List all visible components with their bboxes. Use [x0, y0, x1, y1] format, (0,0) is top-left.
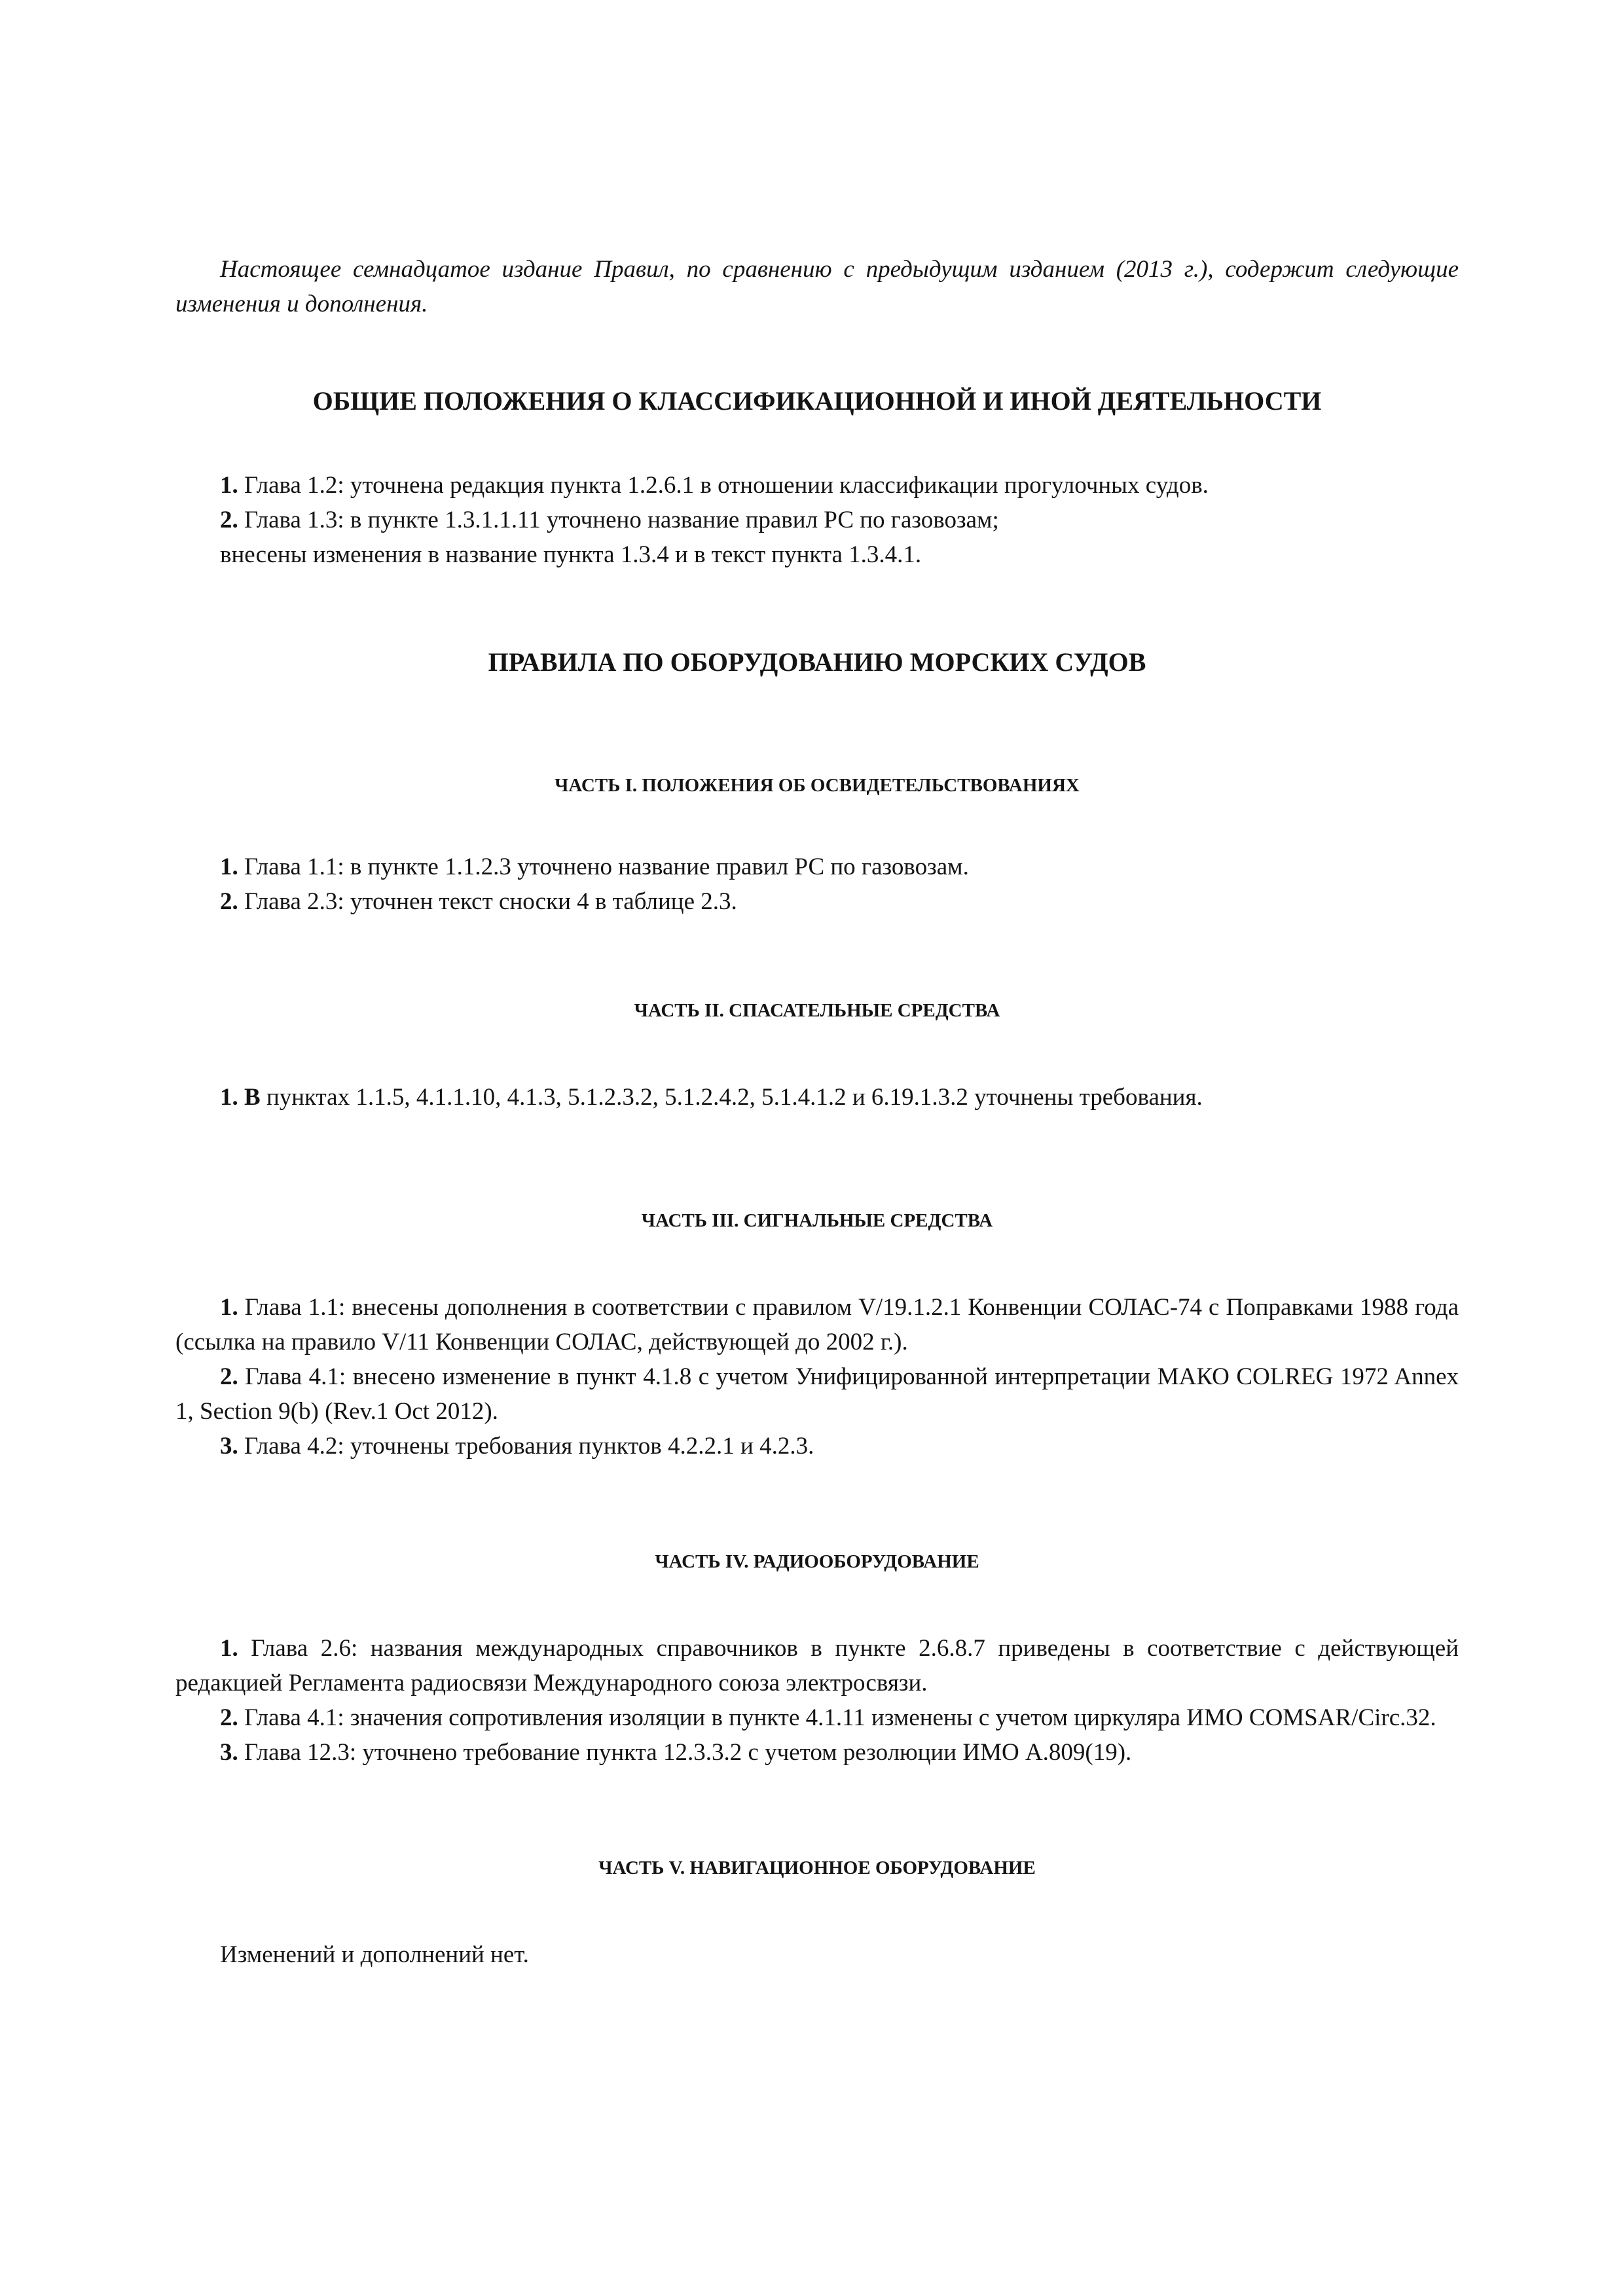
- part-title-life-saving: ЧАСТЬ II. СПАСАТЕЛЬНЫЕ СРЕДСТВА: [634, 1000, 1000, 1021]
- part-title-signal-means: ЧАСТЬ III. СИГНАЛЬНЫЕ СРЕДСТВА: [641, 1210, 993, 1231]
- list-item: 2. Глава 1.3: в пункте 1.3.1.1.11 уточнено название правил РС по газовозам;: [220, 507, 999, 533]
- list-item: 1. Глава 2.6: названия международных справочников в пункте 2.6.8.7 приведены в соответствие с действующей редакцией Регламента радиосвязи Международного союза электросвязи.: [175, 1635, 1459, 1696]
- part-title-surveys: ЧАСТЬ I. ПОЛОЖЕНИЯ ОБ ОСВИДЕТЕЛЬСТВОВАНИЯХ: [555, 775, 1080, 796]
- list-item: 2. Глава 4.1: внесено изменение в пункт 4.1.8 с учетом Унифицированной интерпретации МАКО COLREG 1972 Annex 1, Section 9(b) (Rev.1 Oct 2012).: [175, 1363, 1459, 1425]
- list-item: 2. Глава 4.1: значения сопротивления изоляции в пункте 4.1.11 изменены с учетом циркуляра ИМО COMSAR/Circ.32.: [220, 1704, 1436, 1731]
- intro-paragraph: Настоящее семнадцатое издание Правил, по сравнению с предыдущим изданием (2013 г.), содержит следующие изменения и дополнения.: [175, 256, 1459, 317]
- part-signal-means-items: [175, 1290, 1459, 1463]
- part-title-radio-equipment: ЧАСТЬ IV. РАДИООБОРУДОВАНИЕ: [655, 1551, 979, 1572]
- list-item: 1. Глава 1.2: уточнена редакция пункта 1.2.6.1 в отношении классификации прогулочных судов.: [220, 472, 1209, 499]
- no-changes-note: Изменений и дополнений нет.: [220, 1941, 529, 1968]
- list-item: 3. Глава 12.3: уточнено требование пункта 12.3.3.2 с учетом резолюции ИМО А.809(19).: [220, 1739, 1132, 1766]
- part-surveys-items: [175, 850, 1459, 919]
- list-item: 1. Глава 1.1: в пункте 1.1.2.3 уточнено название правил РС по газовозам.: [220, 853, 969, 880]
- list-item: 1. Глава 1.1: внесены дополнения в соответствии с правилом V/19.1.2.1 Конвенции СОЛАС-74 с Поправками 1988 года (ссылка на правило V/11 Конвенции СОЛАС, действующей до 2002 г.).: [175, 1294, 1459, 1355]
- document-body: [175, 252, 1459, 1972]
- part-title-navigation-equipment: ЧАСТЬ V. НАВИГАЦИОННОЕ ОБОРУДОВАНИЕ: [598, 1857, 1036, 1878]
- list-item-continuation: внесены изменения в название пункта 1.3.4 и в текст пункта 1.3.4.1.: [220, 541, 922, 568]
- section-title-general: ОБЩИЕ ПОЛОЖЕНИЯ О КЛАССИФИКАЦИОННОЙ И ИНОЙ ДЕЯТЕЛЬНОСТИ: [312, 386, 1322, 416]
- part-radio-equipment-items: [175, 1631, 1459, 1770]
- section-general-items: [175, 468, 1459, 572]
- part-life-saving-items: [175, 1080, 1459, 1115]
- part-navigation-equipment-items: [175, 1937, 1459, 1972]
- list-item: 3. Глава 4.2: уточнены требования пунктов 4.2.2.1 и 4.2.3.: [220, 1433, 814, 1460]
- section-title-equipment-rules: ПРАВИЛА ПО ОБОРУДОВАНИЮ МОРСКИХ СУДОВ: [488, 647, 1146, 677]
- list-item: 2. Глава 2.3: уточнен текст сноски 4 в таблице 2.3.: [220, 888, 737, 915]
- list-item: 1. В пунктах 1.1.5, 4.1.1.10, 4.1.3, 5.1.2.3.2, 5.1.2.4.2, 5.1.4.1.2 и 6.19.1.3.2 уточнены требования.: [220, 1084, 1203, 1111]
